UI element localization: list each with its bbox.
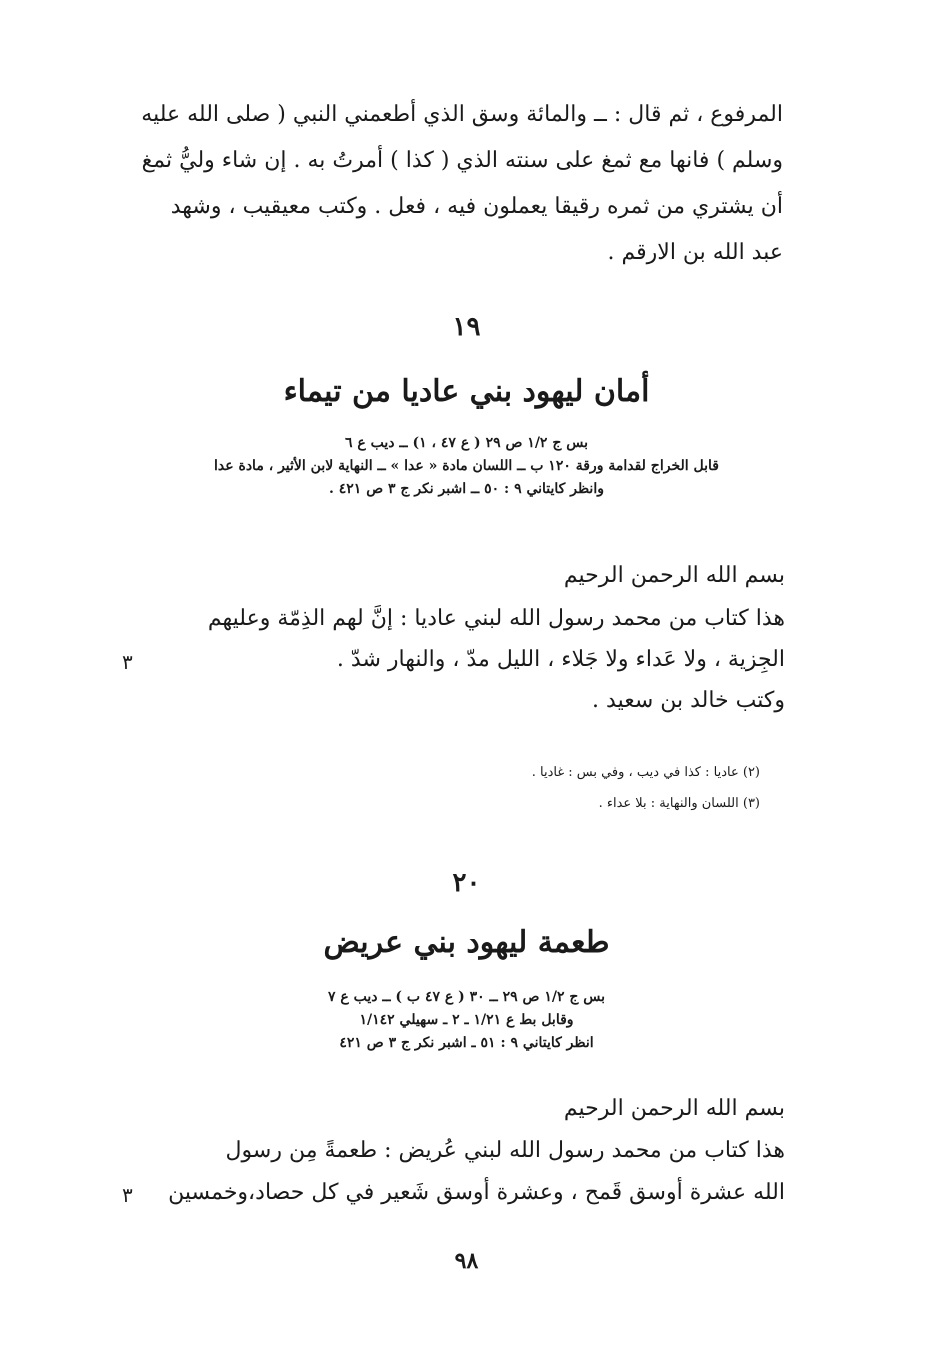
source-line: انظر كايتاني ٩ : ٥١ ـ اشبر نكر ج ٣ ص ٤٢١ <box>339 1035 594 1051</box>
section-19-body-line: الجِزية ، ولا عَداء ولا جَلاء ، الليل مدّ ، والنهار شدّ . <box>336 647 785 672</box>
section-20-title: طعمة ليهود بني عريض <box>323 925 610 960</box>
section-19-number: ١٩ <box>452 312 481 342</box>
section-19-sources <box>0 432 933 501</box>
intro-line: أن يشتري من ثمره رقيقا يعملون فيه ، فعل . وكتب معيقيب ، وشهد <box>170 194 783 219</box>
section-19-title: أمان ليهود بني عاديا من تيماء <box>283 374 650 409</box>
section-20-body-line: الله عشرة أوسق قَمح ، وعشرة أوسق شَعير في كل حصاد،وخمسين <box>168 1180 785 1205</box>
section-20-basmala: بسم الله الرحمن الرحيم <box>563 1096 785 1121</box>
source-line: بس ج ١/٢ ص ٢٩ ــ ٣٠ ( ع ٤٧ ب ) ــ ديب ع ٧ <box>327 989 606 1005</box>
source-line: بس ج ١/٢ ص ٢٩ ( ع ٤٧ ، ١) ــ ديب ع ٦ <box>345 435 588 451</box>
section-19-line-marker: ٣ <box>122 650 133 674</box>
intro-line: المرفوع ، ثم قال : ــ والمائة وسق الذي أطعمني النبي ( صلى الله عليه <box>141 102 783 127</box>
intro-line: عبد الله بن الارقم . <box>607 240 783 265</box>
section-20-number: ٢٠ <box>452 868 481 898</box>
intro-paragraph <box>138 92 783 276</box>
section-19-body-line: وكتب خالد بن سعيد . <box>592 688 785 713</box>
footnote: (٢) عاديا : كذا في ديب ، وفي بس : غاديا . <box>531 765 760 780</box>
section-20-line-marker: ٣ <box>122 1183 133 1207</box>
section-20-sources <box>0 986 933 1055</box>
source-line: وقابل بط ع ١/٢١ ـ ٢ ـ سهيلي ١/١٤٢ <box>359 1012 574 1028</box>
source-line: قابل الخراج لقدامة ورقة ١٢٠ ب ــ اللسان مادة « عدا » ــ النهاية لابن الأثير ، مادة عدا <box>214 458 719 474</box>
section-20-body-line: هذا كتاب من محمد رسول الله لبني عُريض : طعمةً مِن رسول <box>225 1138 785 1163</box>
intro-line: وسلم ) فانها مع ثمغ على سنته الذي ( كذا ) أمرتُ به . إن شاء وليُّ ثمغ <box>141 148 783 173</box>
section-19-basmala: بسم الله الرحمن الرحيم <box>563 563 785 588</box>
source-line: وانظر كايتاني ٩ : ٥٠ ــ اشبر نكر ج ٣ ص ٤٢١ . <box>329 481 604 497</box>
footnote: (٣) اللسان والنهاية : بلا عداء . <box>598 796 760 811</box>
page-number: ٩٨ <box>454 1248 479 1274</box>
section-19-body-line: هذا كتاب من محمد رسول الله لبني عاديا : إنَّ لهم الذِمّة وعليهم <box>207 606 785 631</box>
